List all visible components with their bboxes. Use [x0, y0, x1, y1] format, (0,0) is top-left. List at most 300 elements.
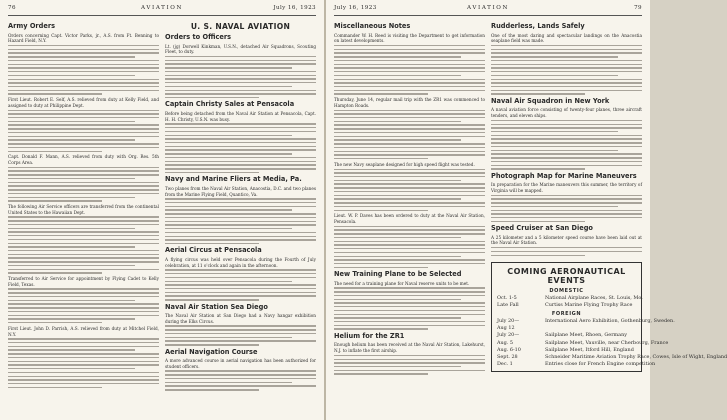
text-line	[8, 128, 159, 129]
text-line	[8, 318, 135, 319]
article	[334, 23, 485, 95]
article-heading: Rudderless, Lands Safely	[491, 22, 585, 30]
text-line	[491, 198, 642, 199]
event-date: Aug. 6-10	[497, 346, 521, 353]
text-line	[165, 340, 316, 341]
text-line	[334, 154, 485, 155]
text-line	[491, 49, 642, 50]
left-page	[0, 0, 324, 420]
domestic-label: DOMESTIC	[549, 287, 584, 294]
text-line	[334, 75, 461, 76]
event-date: Aug. 5	[497, 339, 514, 346]
article-lead-text: Commander W. H. Reed is visiting the Department to get information on latest developments.	[334, 32, 485, 44]
text-line	[334, 263, 485, 264]
text-line	[491, 251, 642, 252]
text-line	[165, 56, 316, 57]
text-line	[491, 142, 642, 143]
event-date: Oct. 1-5	[497, 294, 517, 301]
text-line	[334, 52, 485, 53]
article	[165, 349, 316, 391]
article-lead-text: Orders concerning Capt. Victor Parks, jr., A.S. from Ft. Benning to Hazard Field, N.Y.	[8, 32, 159, 44]
text-line	[8, 243, 159, 244]
text-line	[165, 123, 316, 124]
article-lead-text: Thursday, June 14, regular mail trip with the ZR1 was commenced to Hampton Roads.	[334, 97, 485, 108]
event-description: Sailplane Meet, Rhoen, Germany	[545, 332, 628, 339]
article-lead-text: First Lieut. John D. Parrish, A.S. relieved from duty at Mitchel Field, N.Y.	[8, 325, 159, 337]
text-line	[8, 151, 102, 152]
article-body-lines	[334, 226, 485, 268]
text-line	[165, 135, 292, 136]
text-line	[165, 146, 316, 147]
left-page-date: July 16, 1923	[273, 5, 316, 11]
text-line	[8, 90, 159, 91]
text-line	[165, 164, 316, 165]
text-line	[165, 236, 316, 237]
text-line	[334, 314, 485, 315]
article-lead-text: A naval aviation force consisting of twenty-four planes, three aircraft tenders, and eleven ships.	[491, 107, 642, 119]
article	[334, 333, 485, 375]
article	[8, 204, 159, 274]
text-line	[334, 259, 485, 260]
text-line	[165, 198, 316, 199]
text-line	[334, 132, 485, 133]
text-line	[165, 63, 316, 64]
text-line	[491, 79, 642, 80]
text-line	[165, 131, 316, 132]
article	[8, 23, 159, 95]
text-line	[8, 387, 102, 388]
article-body-lines	[8, 110, 159, 152]
right-column-misc	[334, 20, 485, 377]
text-line	[334, 370, 485, 371]
event-row	[497, 339, 669, 347]
text-line	[165, 60, 316, 61]
text-line	[491, 153, 642, 154]
article	[491, 23, 642, 95]
text-line	[334, 359, 485, 360]
text-line	[491, 86, 642, 87]
text-line	[8, 52, 159, 53]
text-line	[491, 135, 642, 136]
event-description: Sailplane Meet, Itford Hill, England	[545, 346, 634, 353]
text-line	[8, 79, 159, 80]
text-line	[8, 110, 159, 111]
article-body-lines	[8, 167, 159, 202]
article-heading: Photograph Map for Marine Maneuvers	[491, 171, 637, 180]
text-line	[491, 206, 618, 207]
text-line	[8, 113, 159, 114]
text-line	[334, 82, 485, 83]
text-line	[491, 60, 642, 61]
article	[165, 101, 316, 173]
event-row	[497, 318, 675, 325]
left-running-title: AVIATION	[141, 5, 183, 11]
text-line	[8, 228, 135, 229]
article-body-lines	[8, 338, 159, 388]
article	[491, 225, 642, 256]
text-line	[165, 389, 259, 390]
text-line	[8, 60, 159, 61]
text-line	[165, 239, 316, 240]
text-line	[8, 216, 159, 217]
text-line	[165, 209, 292, 210]
text-line	[8, 376, 159, 377]
text-line	[334, 241, 485, 242]
text-line	[8, 71, 159, 72]
text-line	[165, 344, 259, 345]
text-line	[165, 67, 292, 68]
text-line	[8, 364, 159, 365]
text-line	[8, 49, 159, 50]
text-line	[491, 247, 642, 248]
event-row	[497, 347, 636, 354]
text-line	[165, 86, 292, 87]
text-line	[165, 78, 316, 79]
article-heading: Captain Christy Sales at Pensacola	[165, 100, 295, 109]
event-row	[497, 302, 636, 309]
text-line	[8, 315, 159, 316]
text-line	[8, 338, 159, 339]
text-line	[334, 191, 485, 192]
text-line	[8, 117, 159, 118]
text-line	[334, 362, 485, 363]
text-line	[491, 255, 585, 256]
text-line	[8, 182, 159, 183]
text-line	[491, 90, 642, 91]
text-line	[8, 346, 159, 347]
event-description: Curtiss Marine Flying Trophy Race	[545, 302, 633, 309]
text-line	[8, 342, 159, 343]
text-line	[8, 220, 159, 221]
text-line	[8, 121, 135, 122]
text-line	[8, 322, 102, 323]
text-line	[491, 213, 642, 214]
article	[334, 271, 485, 330]
text-line	[491, 161, 642, 162]
event-row	[497, 332, 636, 339]
article-body-lines	[491, 247, 642, 256]
text-line	[491, 165, 642, 166]
text-line	[334, 317, 461, 318]
article	[165, 34, 316, 98]
article-heading: Naval Air Squadron in New York	[491, 96, 610, 105]
text-line	[165, 292, 316, 293]
text-line	[334, 158, 428, 159]
text-line	[334, 128, 485, 129]
text-line	[491, 138, 642, 139]
article-body-lines	[165, 325, 316, 345]
text-line	[165, 90, 316, 91]
text-line	[165, 202, 316, 203]
text-line	[8, 288, 159, 289]
text-line	[165, 232, 316, 233]
text-line	[165, 277, 316, 278]
text-line	[491, 67, 642, 68]
text-line	[334, 325, 485, 326]
event-date: Late Fall	[497, 302, 519, 309]
text-line	[8, 82, 159, 83]
text-line	[8, 303, 159, 304]
text-line	[334, 210, 428, 211]
text-line	[334, 113, 485, 114]
text-line	[491, 52, 642, 53]
article-body-lines	[165, 370, 316, 390]
text-line	[491, 56, 618, 57]
text-line	[334, 195, 485, 196]
event-description: National Airplane Races, St. Louis, Mo.	[545, 294, 643, 301]
text-line	[8, 185, 159, 186]
text-line	[8, 200, 102, 201]
event-description: Schneider Maritime Aviation Trophy Race, Cowes, Isle of Wight, England	[545, 353, 727, 360]
text-line	[491, 124, 642, 125]
text-line	[8, 379, 159, 380]
event-description: International Aero Exhibition, Gothenburg, Sweden.	[545, 318, 675, 325]
text-line	[334, 169, 485, 170]
text-line	[334, 172, 485, 173]
event-row	[497, 325, 636, 332]
text-line	[334, 244, 485, 245]
text-line	[334, 198, 461, 199]
text-line	[334, 136, 485, 137]
article-lead-text: The following Air Service officers are transferred from the continental United States to the Hawaiian Dept.	[8, 204, 159, 215]
text-line	[165, 138, 316, 139]
text-line	[165, 333, 316, 334]
article-body-lines	[334, 355, 485, 375]
text-line	[334, 60, 485, 61]
text-line	[8, 136, 159, 137]
text-line	[165, 71, 316, 72]
text-line	[334, 355, 485, 356]
text-line	[8, 383, 159, 384]
left-page-number: 76	[8, 5, 16, 11]
text-line	[165, 161, 316, 162]
text-line	[165, 281, 292, 282]
text-line	[334, 256, 461, 257]
article-body-lines	[165, 56, 316, 98]
text-line	[491, 82, 642, 83]
article-body-lines	[491, 45, 642, 95]
text-line	[165, 149, 316, 150]
text-line	[165, 337, 292, 338]
text-line	[8, 143, 159, 144]
text-line	[8, 67, 159, 68]
text-line	[491, 150, 618, 151]
text-line	[334, 79, 485, 80]
article-heading: Army Orders	[8, 22, 56, 30]
right-column-news	[491, 20, 727, 377]
left-column-army	[8, 20, 159, 393]
article-heading: Miscellaneous Notes	[334, 22, 411, 30]
text-line	[8, 132, 159, 133]
article-lead-text: Lieut. W. P. Daves has been ordered to duty at the Naval Air Station, Pensacola.	[334, 213, 485, 224]
text-line	[491, 217, 642, 218]
text-line	[165, 288, 316, 289]
event-description: Sailplane Meet, Vauville, near Cherbourg, France	[545, 339, 669, 346]
right-running-header	[334, 4, 642, 16]
right-running-title: AVIATION	[467, 5, 509, 11]
text-line	[491, 157, 642, 158]
article-lead-text: A more advanced course in aerial navigation has been authorized for student officers.	[165, 358, 316, 369]
foreign-label: FOREIGN	[551, 311, 582, 318]
text-line	[165, 75, 316, 76]
text-line	[334, 328, 428, 329]
text-line	[8, 372, 159, 373]
text-line	[491, 221, 585, 222]
right-page-date: July 16, 1923	[334, 5, 377, 11]
text-line	[334, 287, 485, 288]
text-line	[8, 368, 135, 369]
text-line	[165, 385, 316, 386]
article	[334, 97, 485, 159]
text-line	[165, 221, 316, 222]
event-row	[497, 360, 656, 368]
article-body-lines	[334, 287, 485, 329]
text-line	[334, 117, 485, 118]
text-line	[334, 306, 485, 307]
text-line	[334, 93, 428, 94]
text-line	[334, 202, 485, 203]
article-lead-text: In preparation for the Marine maneuvers this summer, the territory of Virginia will be mapped.	[491, 182, 642, 193]
article	[165, 176, 316, 244]
text-line	[334, 366, 461, 367]
coming-events-box	[491, 262, 727, 372]
article	[165, 304, 316, 346]
article-body-lines	[334, 169, 485, 211]
text-line	[8, 349, 135, 350]
text-line	[8, 189, 159, 190]
text-line	[491, 120, 642, 121]
text-line	[165, 228, 292, 229]
article-body-lines	[165, 269, 316, 300]
text-line	[491, 45, 642, 46]
text-line	[491, 210, 642, 211]
text-line	[334, 295, 485, 296]
text-line	[8, 246, 135, 247]
text-line	[8, 174, 159, 175]
text-line	[491, 64, 642, 65]
article	[165, 247, 316, 300]
text-line	[8, 93, 102, 94]
article-body-lines	[8, 45, 159, 95]
text-line	[165, 93, 316, 94]
article-heading: Helium for the ZR1	[334, 331, 405, 340]
text-line	[8, 265, 135, 266]
text-line	[165, 243, 259, 244]
event-description: Entries close for French Engine competition	[545, 360, 656, 367]
article	[334, 213, 485, 268]
text-line	[491, 71, 642, 72]
text-line	[8, 357, 159, 358]
text-line	[165, 153, 292, 154]
article-lead-text: Enough helium has been received at the Naval Air Station, Lakehurst, N.J. to inflate the first airship.	[334, 342, 485, 354]
text-line	[334, 147, 485, 148]
naval-aviation-title: U. S. NAVAL AVIATION	[190, 22, 291, 31]
text-line	[334, 67, 485, 68]
text-line	[491, 146, 642, 147]
text-line	[165, 370, 316, 371]
text-line	[334, 183, 485, 184]
article-body-lines	[165, 123, 316, 173]
article-body-lines	[8, 216, 159, 273]
article	[491, 173, 642, 222]
text-line	[8, 224, 159, 225]
text-line	[8, 292, 159, 293]
text-line	[8, 296, 159, 297]
text-line	[334, 139, 461, 140]
text-line	[8, 64, 159, 65]
text-line	[165, 224, 316, 225]
text-line	[334, 233, 485, 234]
text-line	[8, 269, 159, 270]
text-line	[8, 197, 135, 198]
text-line	[165, 299, 259, 300]
text-line	[8, 272, 102, 273]
text-line	[165, 269, 316, 270]
text-line	[165, 378, 316, 379]
text-line	[165, 82, 316, 83]
text-line	[334, 237, 461, 238]
text-line	[334, 143, 485, 144]
text-line	[8, 45, 159, 46]
text-line	[165, 325, 316, 326]
text-line	[334, 310, 485, 311]
event-description	[545, 325, 636, 332]
article	[8, 97, 159, 152]
article-body-lines	[165, 198, 316, 244]
text-line	[165, 382, 292, 383]
text-line	[8, 235, 159, 236]
text-line	[165, 217, 316, 218]
text-line	[491, 75, 618, 76]
text-line	[334, 110, 485, 111]
text-line	[334, 206, 485, 207]
text-line	[334, 49, 485, 50]
text-line	[334, 176, 485, 177]
text-line	[334, 180, 461, 181]
text-line	[165, 284, 316, 285]
text-line	[8, 56, 135, 57]
text-line	[165, 168, 316, 169]
article-lead-text: One of the most daring and spectacular landings on the Anacostia seaplane field was made.	[491, 32, 642, 44]
article	[491, 98, 642, 170]
article	[8, 154, 159, 201]
text-line	[334, 229, 485, 230]
text-line	[8, 261, 159, 262]
right-page-number: 79	[634, 5, 642, 11]
text-line	[491, 202, 642, 203]
text-line	[334, 124, 485, 125]
text-line	[8, 231, 159, 232]
text-line	[491, 131, 618, 132]
article-body-lines	[334, 45, 485, 95]
text-line	[334, 45, 485, 46]
text-line	[334, 302, 485, 303]
article-body-lines	[491, 195, 642, 223]
text-line	[8, 300, 135, 301]
event-row	[497, 294, 643, 302]
article-heading: Navy and Marine Fliers at Media, Pa.	[165, 175, 302, 184]
right-page	[326, 0, 727, 420]
left-running-header	[8, 4, 316, 16]
text-line	[8, 178, 135, 179]
event-date: Aug 12	[497, 325, 515, 332]
text-line	[8, 147, 159, 148]
article-lead-text: The need for a training plane for Naval reserve units to be met.	[334, 280, 470, 286]
text-line	[334, 64, 485, 65]
article-lead-text: Two planes from the Naval Air Station, Anacostia, D.C. and two planes from the Marine Flying Field, Quantico, Va.	[165, 185, 316, 197]
article-lead-text: Before being detached from the Naval Air Station at Pensacola, Capt. H. H. Christy, U.S.N. was busy.	[165, 110, 316, 122]
article-lead-text: A flying circus was held over Pensacola during the Fourth of July celebration, at 11 o'clock and again in the afternoon.	[165, 256, 316, 268]
